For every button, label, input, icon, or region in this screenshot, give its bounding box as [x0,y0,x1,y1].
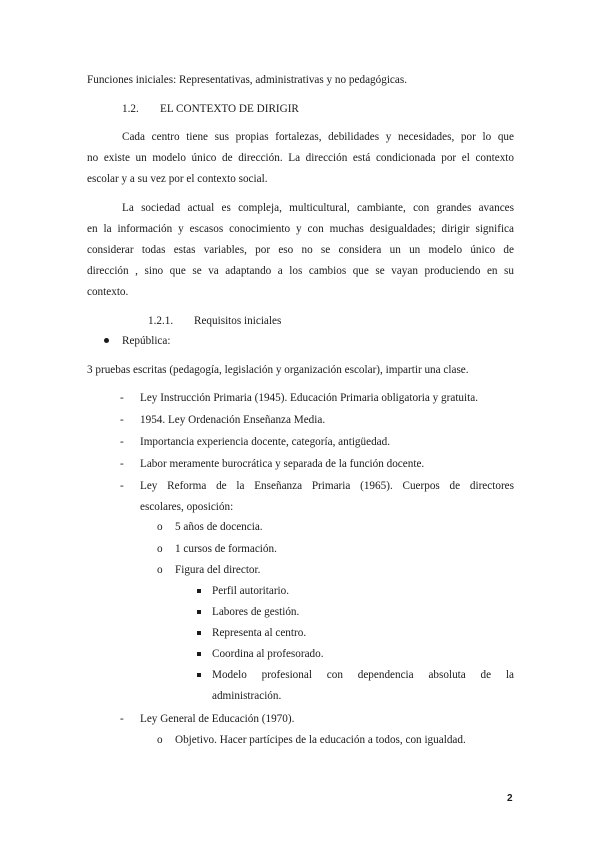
modelo-line-1: Modelo profesional con dependencia absoluta de la [212,669,514,681]
dash-marker: - [120,480,124,492]
paragraph2-line-2: en la información y escasos conocimiento y con muchas desigualdades; dirigir significa [87,223,514,235]
ley-general-sub-item: Objetivo. Hacer partícipes de la educación a todos, con igualdad. [175,734,466,746]
circle-marker: o [157,564,163,576]
paragraph1-line-3: escolar y a su vez por el contexto social. [87,173,268,185]
director-item-2: Labores de gestión. [212,606,300,618]
square-bullet [197,610,201,614]
ley-general-label: Ley General de Educación (1970). [140,713,295,725]
dash-item-3: Importancia experiencia docente, categoría, antigüedad. [140,436,391,448]
square-bullet [197,652,201,656]
ley-reforma-line-2: escolares, oposición: [140,501,234,513]
section-number: 1.2. [122,103,139,115]
paragraph2-line-3: considerar todas estas variables, por eso no se considera un un modelo único de [87,244,514,256]
subsection-number: 1.2.1. [148,315,174,327]
page-number: 2 [507,793,513,804]
dash-item-4: Labor meramente burocrática y separada de la función docente. [140,458,425,470]
sub-item-3: Figura del director. [175,564,261,576]
paragraph2-line-5: contexto. [87,286,129,298]
circle-marker: o [157,521,163,533]
dash-item-1: Ley Instrucción Primaria (1945). Educación Primaria obligatoria y gratuita. [140,392,479,404]
square-bullet [197,673,201,677]
director-item-4: Coordina al profesorado. [212,648,324,660]
bullet-republica: República: [122,335,171,347]
dash-marker: - [120,436,124,448]
paragraph1-line-1: Cada centro tiene sus propias fortalezas, debilidades y necesidades, por lo que [122,131,514,143]
circle-marker: o [157,734,163,746]
intro-line: Funciones iniciales: Representativas, administrativas y no pedagógicas. [87,74,408,86]
dash-item-2: 1954. Ley Ordenación Enseñanza Media. [140,414,326,426]
dash-marker: - [120,458,124,470]
circle-marker: o [157,543,163,555]
ley-reforma-line-1: Ley Reforma de la Enseñanza Primaria (1965). Cuerpos de directores [140,480,514,492]
pruebas-line: 3 pruebas escritas (pedagogía, legislación y organización escolar), impartir una clase. [87,364,469,376]
modelo-line-2: administración. [212,690,282,702]
square-bullet [197,589,201,593]
square-bullet [197,631,201,635]
bullet-dot [104,338,109,343]
director-item-1: Perfil autoritario. [212,585,290,597]
paragraph2-line-4: dirección , sino que se va adaptando a los cambios que se vayan produciendo en su [87,265,514,277]
sub-item-2: 1 cursos de formación. [175,543,277,555]
subsection-title: Requisitos iniciales [194,315,282,327]
dash-marker: - [120,713,124,725]
director-item-3: Representa al centro. [212,627,307,639]
dash-marker: - [120,414,124,426]
section-title: EL CONTEXTO DE DIRIGIR [160,103,299,115]
paragraph2-line-1: La sociedad actual es compleja, multicultural, cambiante, con grandes avances [122,202,514,214]
sub-item-1: 5 años de docencia. [175,521,263,533]
paragraph1-line-2: no existe un modelo único de dirección. La dirección está condicionada por el contexto [87,152,514,164]
dash-marker: - [120,392,124,404]
